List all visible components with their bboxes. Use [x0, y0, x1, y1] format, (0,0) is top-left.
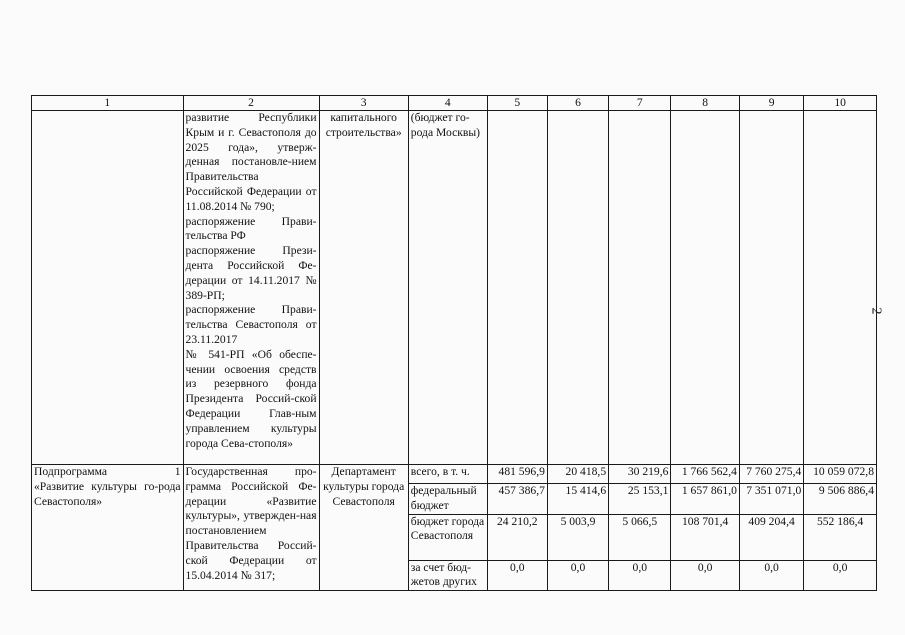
header-cell: 6: [547, 96, 608, 111]
legal-basis-text: распоряжение Прави-тельства РФ: [185, 214, 317, 243]
table-row-continued: [32, 111, 877, 465]
page-number: 2: [868, 307, 884, 315]
subprogram-title: Подпрограмма: [34, 465, 107, 478]
cell-executor: капитального строительства»: [319, 111, 408, 465]
cell-value: 457 386,7: [487, 484, 547, 515]
header-cell: 1: [32, 96, 184, 111]
cell-funding-source: всего, в т. ч.: [408, 465, 487, 484]
subprogram-name: «Развитие культуры го-рода Севастополя»: [34, 479, 181, 508]
cell-value: 108 701,4: [671, 514, 740, 560]
header-cell: 10: [804, 96, 877, 111]
header-cell: 9: [739, 96, 803, 111]
legal-basis-text: развитие Республики Крым и г. Севастополя до 2025 года», утверж-денная постановле-нием Правительства Российской Федерации от 11.08.2014 № 790;: [185, 111, 317, 213]
cell-legal-basis: Государственная про-грамма Российской Фе-дерации «Развитие культуры», утвержден-ная постановлением Правительства Россий-ской Федерации от 15.04.2014 № 317;: [183, 465, 319, 591]
cell-value: 1 657 861,0: [671, 484, 740, 515]
cell-funding-source: федеральный бюджет: [408, 484, 487, 515]
cell-value: 25 153,1: [609, 484, 671, 515]
cell-empty: [739, 111, 803, 465]
legal-basis-text: распоряжение Прави-тельства Севастополя от 23.11.2017: [185, 303, 317, 346]
cell-value: 15 414,6: [547, 484, 608, 515]
header-cell: 4: [408, 96, 487, 111]
header-cell: 7: [609, 96, 671, 111]
cell-empty: [487, 111, 547, 465]
cell-value: 0,0: [804, 560, 877, 591]
table-row-total: [32, 465, 877, 484]
cell-value: 0,0: [609, 560, 671, 591]
cell-subprogram: [32, 465, 184, 591]
cell-value: 0,0: [487, 560, 547, 591]
subprogram-number: 1: [174, 465, 181, 478]
cell-empty: [609, 111, 671, 465]
cell-value: 30 219,6: [609, 465, 671, 484]
cell-value: 7 351 071,0: [739, 484, 803, 515]
cell-value: 7 760 275,4: [739, 465, 803, 484]
header-cell: 8: [671, 96, 740, 111]
program-table: [31, 95, 877, 591]
cell-value: 24 210,2: [487, 514, 547, 560]
cell-value: 0,0: [739, 560, 803, 591]
cell-value: 5 066,5: [609, 514, 671, 560]
cell-value: 481 596,9: [487, 465, 547, 484]
legal-basis-text: № 541-РП «Об обеспе-чении освоения средств из резервного фонда Президента Россий-ской Федерации Глав-ным управлением культуры города Сева-стополя»: [185, 347, 317, 450]
cell-funding-source: бюджет города Севастополя: [408, 514, 487, 560]
cell-value: 20 418,5: [547, 465, 608, 484]
cell-value: 552 186,4: [804, 514, 877, 560]
legal-basis-text: распоряжение Прези-дента Российской Фе-дерации от 14.11.2017 № 389-РП;: [185, 244, 317, 302]
cell-legal-basis: [183, 111, 319, 465]
cell-funding-source: за счет бюд-жетов других: [408, 560, 487, 591]
header-cell: 5: [487, 96, 547, 111]
header-row: [32, 96, 877, 111]
cell-value: 5 003,9: [547, 514, 608, 560]
cell-value: 409 204,4: [739, 514, 803, 560]
cell-value: 1 766 562,4: [671, 465, 740, 484]
cell-funding-source: (бюджет го-рода Москвы): [408, 111, 487, 465]
header-cell: 2: [183, 96, 319, 111]
cell-value: 0,0: [671, 560, 740, 591]
cell-empty: [671, 111, 740, 465]
cell-value: 10 059 072,8: [804, 465, 877, 484]
header-cell: 3: [319, 96, 408, 111]
cell-empty: [32, 111, 184, 465]
cell-value: 0,0: [547, 560, 608, 591]
cell-empty: [547, 111, 608, 465]
cell-executor: Департамент культуры города Севастополя: [319, 465, 408, 591]
cell-empty: [804, 111, 877, 465]
cell-value: 9 506 886,4: [804, 484, 877, 515]
